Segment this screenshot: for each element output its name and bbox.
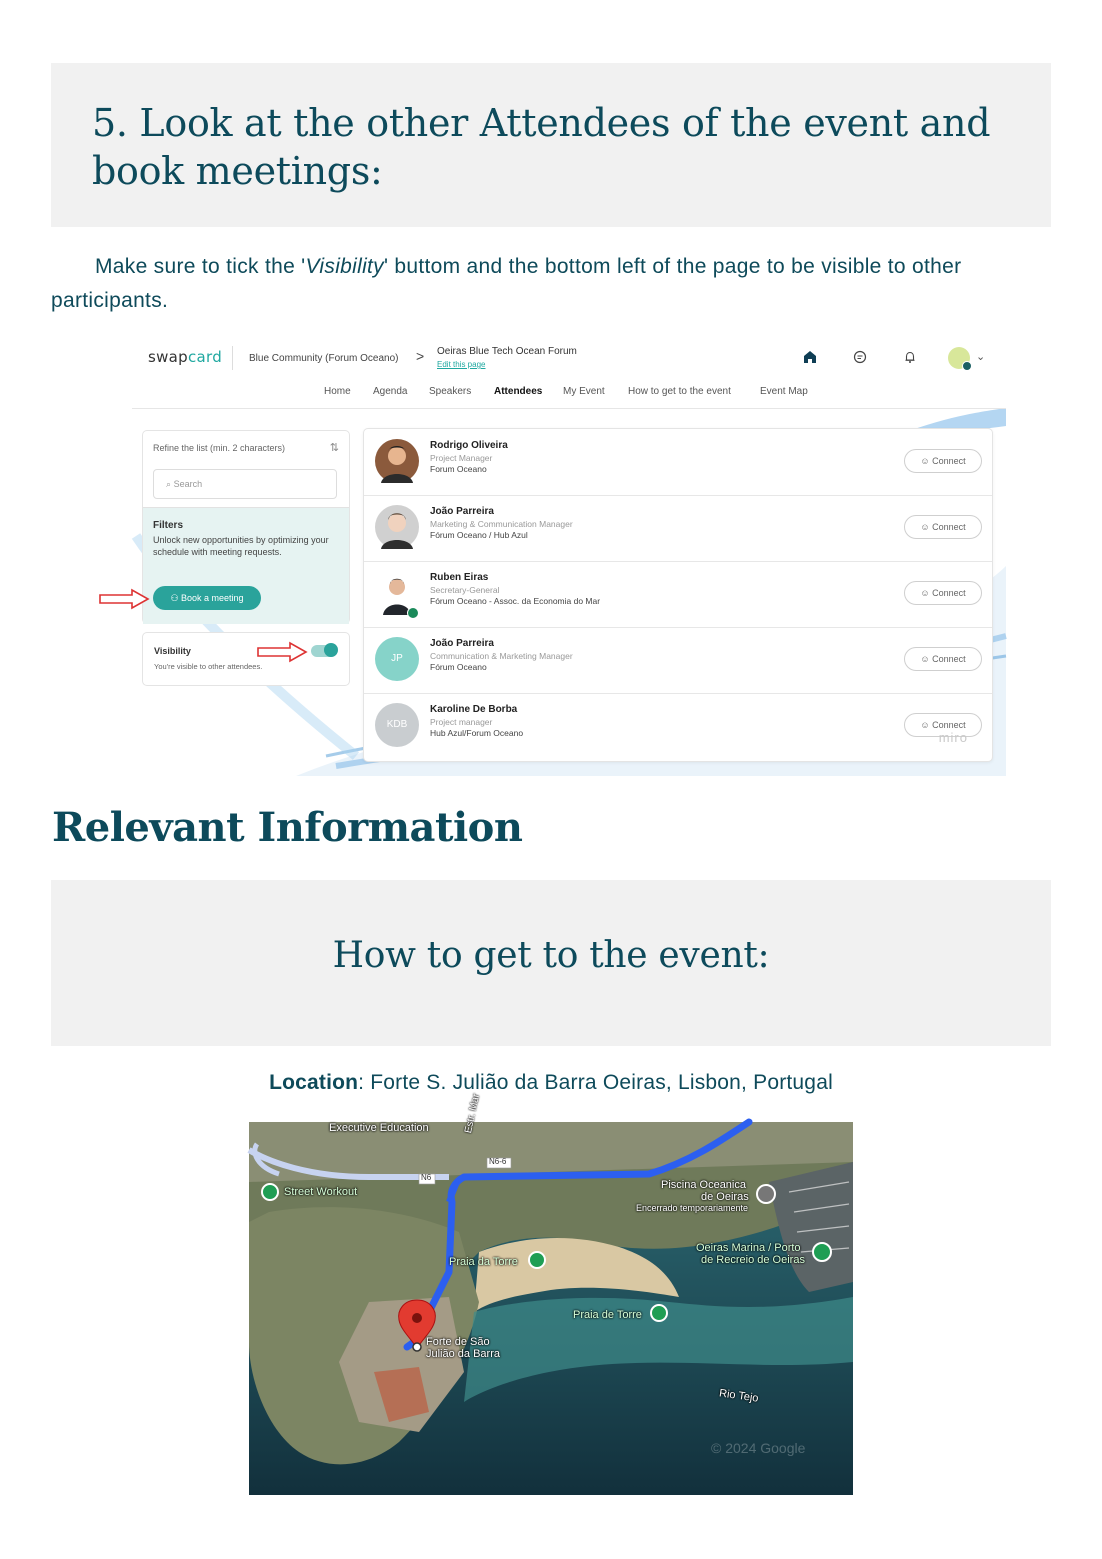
attendee-row[interactable] — [364, 627, 992, 694]
visibility-panel — [142, 632, 350, 686]
user-icon: ☺ — [920, 720, 933, 730]
attendee-org: Fórum Oceano - Assoc. da Economia do Mar — [430, 596, 601, 606]
map-label: Forte de São — [426, 1336, 490, 1348]
user-icon: ☺ — [920, 588, 933, 598]
map-label: de Recreio de Oeiras — [701, 1254, 805, 1266]
map-label: Executive Education — [329, 1122, 429, 1134]
attendee-name[interactable]: João Parreira — [430, 506, 494, 517]
swapcard-logo — [148, 348, 222, 366]
location-map[interactable] — [249, 1092, 853, 1495]
map-label: Praia de Torre — [573, 1309, 642, 1321]
how-to-heading-box — [51, 880, 1051, 1046]
attendee-row[interactable] — [364, 693, 992, 759]
unlock-text: Unlock new opportunities by optimizing your schedule with meeting requests. — [153, 535, 329, 557]
instruction-part: Make sure to tick the ' — [95, 255, 306, 278]
attendee-name[interactable]: Karoline De Borba — [430, 704, 518, 715]
map-label: Julião da Barra — [426, 1348, 500, 1360]
location-text — [0, 1068, 1102, 1098]
user-avatar[interactable] — [948, 347, 970, 369]
refine-label: Refine the list (min. 2 characters) — [153, 443, 286, 453]
nav-how-to-get[interactable]: How to get to the event — [628, 386, 731, 397]
connect-label: Connect — [932, 588, 966, 598]
divider — [232, 346, 233, 370]
attendee-row[interactable] — [364, 495, 992, 562]
map-label: Oeiras Marina / Porto — [696, 1242, 801, 1254]
search-input[interactable] — [153, 469, 337, 499]
visibility-subtitle: You're visible to other attendees. — [154, 662, 263, 671]
logo-text-accent: card — [188, 348, 223, 366]
map-label: Piscina Oceanica — [661, 1179, 746, 1191]
map-label: de Oeiras — [701, 1191, 749, 1203]
attendee-org: Hub Azul/Forum Oceano — [430, 728, 524, 738]
step-title: 5. Look at the other Attendees of the event and book meetings: — [92, 101, 991, 193]
event-name: Oeiras Blue Tech Ocean Forum — [437, 346, 577, 357]
map-copyright: © 2024 Google — [711, 1440, 806, 1456]
edit-page-link[interactable]: Edit this page — [437, 360, 486, 369]
connect-button[interactable] — [904, 449, 982, 473]
map-label: Rio Tejo — [718, 1387, 760, 1405]
arrow-book-meeting-icon — [98, 588, 150, 610]
search-placeholder: Search — [173, 479, 203, 489]
arrow-visibility-icon — [256, 641, 308, 663]
attendee-role: Project Manager — [430, 453, 493, 463]
user-icon: ☺ — [920, 654, 933, 664]
attendee-name[interactable]: João Parreira — [430, 638, 494, 649]
attendee-list — [363, 428, 993, 762]
connect-label: Connect — [932, 720, 966, 730]
map-label: Street Workout — [284, 1186, 358, 1198]
map-label: Encerrado temporariamente — [636, 1203, 749, 1213]
visibility-title: Visibility — [154, 646, 191, 656]
instruction-part: ' buttom and the bottom left of the page to be visible to other participants. — [51, 255, 962, 312]
nav-home[interactable]: Home — [324, 386, 351, 397]
map-label: Estr. Mar — [463, 1092, 483, 1135]
connect-label: Connect — [932, 654, 966, 664]
location-label: Location — [269, 1071, 359, 1094]
community-link[interactable]: Blue Community (Forum Oceano) — [249, 353, 399, 364]
book-meeting-label: Book a meeting — [181, 593, 244, 603]
connect-button[interactable] — [904, 647, 982, 671]
instruction-text — [51, 250, 1051, 318]
attendee-row[interactable] — [364, 561, 992, 628]
app-header — [96, 336, 1006, 380]
chat-icon[interactable] — [852, 350, 868, 366]
breadcrumb-chevron-icon: > — [416, 348, 425, 364]
avatar: JP — [375, 637, 419, 681]
avatar — [375, 439, 419, 483]
connect-button[interactable] — [904, 581, 982, 605]
location-value: : Forte S. Julião da Barra Oeiras, Lisbon, Portugal — [358, 1071, 833, 1094]
book-meeting-button[interactable] — [153, 586, 261, 610]
nav-agenda[interactable]: Agenda — [373, 386, 408, 397]
avatar: KDB — [375, 703, 419, 747]
attendee-row[interactable] — [364, 429, 992, 496]
attendee-org: Fórum Oceano / Hub Azul — [430, 530, 528, 540]
filters-title: Filters — [153, 520, 184, 531]
map-road-n6-6: N6-6 — [489, 1157, 507, 1166]
attendee-org: Fórum Oceano — [430, 662, 487, 672]
nav-event-map[interactable]: Event Map — [760, 386, 808, 397]
connect-button[interactable] — [904, 515, 982, 539]
sidebar-filters — [142, 430, 350, 624]
attendee-role: Secretary-General — [430, 585, 500, 595]
nav-speakers[interactable]: Speakers — [429, 386, 472, 397]
nav-my-event[interactable]: My Event — [563, 386, 605, 397]
relevant-information-title: Relevant Information — [52, 804, 523, 851]
user-icon: ☺ — [920, 456, 933, 466]
user-icon: ☺ — [920, 522, 933, 532]
attendee-name[interactable]: Ruben Eiras — [430, 572, 489, 583]
nav-attendees[interactable]: Attendees — [494, 386, 543, 397]
attendee-role: Project manager — [430, 717, 493, 727]
visibility-emphasis: Visibility — [305, 255, 384, 278]
connect-label: Connect — [932, 456, 966, 466]
visibility-toggle[interactable] — [311, 645, 337, 657]
avatar — [375, 505, 419, 549]
bell-icon[interactable] — [902, 350, 918, 366]
sort-icon[interactable]: ⇅ — [329, 442, 339, 454]
attendee-name[interactable]: Rodrigo Oliveira — [430, 440, 508, 451]
search-icon: ⌕ — [166, 479, 172, 489]
map-label: Praia da Torre — [449, 1256, 518, 1268]
connect-label: Connect — [932, 522, 966, 532]
online-status-icon — [407, 607, 419, 619]
attendees-screenshot — [96, 336, 1006, 776]
chevron-down-icon[interactable]: ⌄ — [976, 351, 986, 363]
logo-text: swap — [148, 348, 188, 366]
miro-watermark: miro — [938, 730, 968, 745]
attendee-org: Forum Oceano — [430, 464, 487, 474]
how-to-title: How to get to the event: — [332, 935, 770, 976]
attendee-role: Marketing & Communication Manager — [430, 519, 573, 529]
step-heading-box — [51, 63, 1051, 227]
nav-divider — [132, 408, 1006, 409]
filters-panel — [143, 507, 349, 624]
attendee-role: Communication & Marketing Manager — [430, 651, 573, 661]
home-icon[interactable] — [802, 350, 818, 366]
map-road-n6: N6 — [421, 1173, 432, 1182]
meeting-icon: ⚇ — [170, 593, 182, 603]
